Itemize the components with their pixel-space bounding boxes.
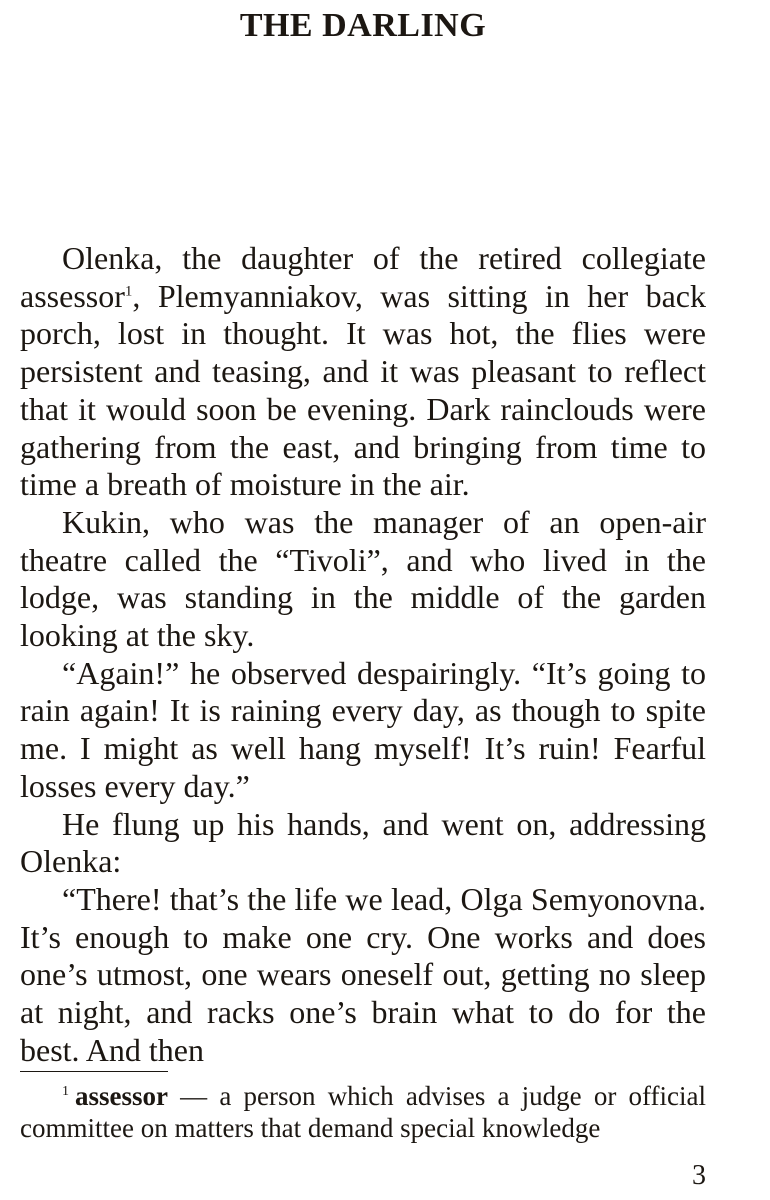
paragraph-text: Olenka, the daughter of the retired collegiate assessor bbox=[20, 240, 706, 314]
footnote-definition: — a person which advises a judge or official committee on matters that demand special knowledge bbox=[20, 1081, 706, 1143]
paragraph: Kukin, who was the manager of an open-air theatre called the “Tivoli”, and who lived in the lodge, was standing in the middle of the garden looking at the sky. bbox=[20, 503, 706, 654]
footnote-divider bbox=[20, 1071, 168, 1072]
paragraph: He flung up his hands, and went on, addressing Olenka: bbox=[20, 805, 706, 880]
paragraph: “Again!” he observed despairingly. “It’s going to rain again! It is raining every day, as though to spite me. I might as well hang myself! It’s ruin! Fearful losses every day.” bbox=[20, 654, 706, 804]
chapter-body bbox=[20, 240, 706, 1069]
page-number: 3 bbox=[692, 1160, 706, 1191]
footnote-mark: 1 bbox=[62, 1084, 69, 1099]
footnote-term: assessor bbox=[75, 1081, 168, 1111]
paragraph bbox=[20, 240, 706, 504]
paragraph: “There! that’s the life we lead, Olga Semyonovna. It’s enough to make one cry. One works and does one’s utmost, one wears oneself out, getting no sleep at night, and racks one’s brain what to do for the best. And then bbox=[20, 880, 706, 1068]
footnote bbox=[20, 1080, 706, 1144]
chapter-title: THE DARLING bbox=[239, 7, 487, 44]
paragraph-text: , Plemyanniakov, was sitting in her back porch, lost in thought. It was hot, the flies were persistent and teasing, and it was pleasant to reflect that it would soon be evening. Dark rainclouds were gathering from the east, and bringing from time to time a breath of moisture in the air. bbox=[20, 277, 706, 503]
footnote-reference[interactable]: 1 bbox=[124, 283, 133, 300]
